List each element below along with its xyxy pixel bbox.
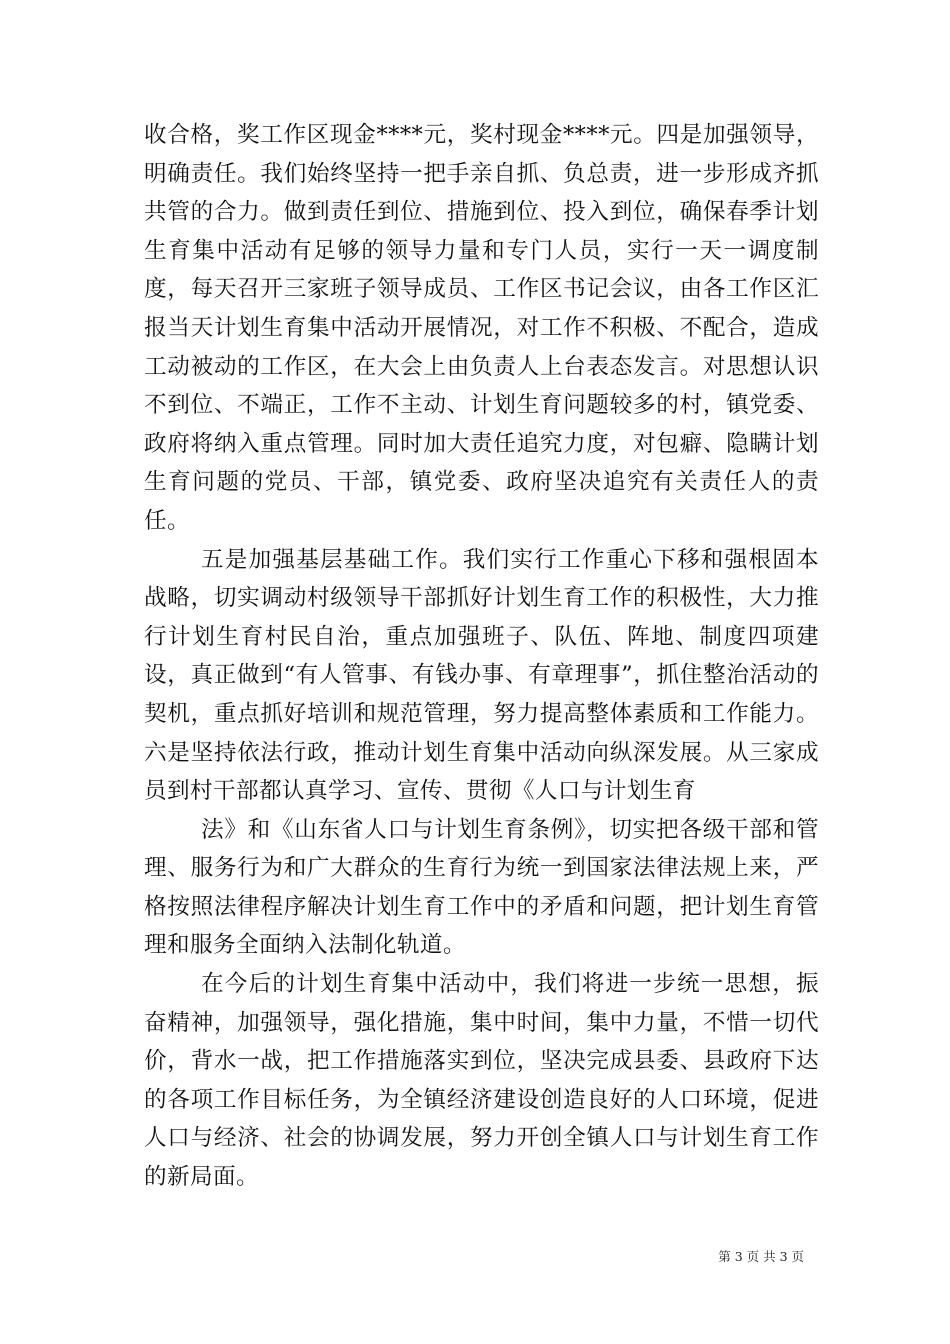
paragraph-1: 收合格，奖工作区现金****元，奖村现金****元。四是加强领导，明确责任。我们始终坚持一把手亲自抓、负总责，进一步形成齐抓共管的合力。做到责任到位、措施到位、投入到位，确保春季计划生育集中活动有足够的领导力量和专门人员，实行一天一调度制度，每天召开三家班子领导成员、工作区书记会议，由各工作区汇报当天计划生育集中活动开展情况，对工作不积极、不配合，造成工动被动的工作区，在大会上由负责人上台表态发言。对思想认识不到位、不端正，工作不主动、计划生育问题较多的村，镇党委、政府将纳入重点管理。同时加大责任追究力度，对包癖、隐瞒计划生育问题的党员、干部，镇党委、政府坚决追究有关责任人的责任。 [144, 122, 819, 534]
paragraph-3: 法》和《山东省人口与计划生育条例》，切实把各级干部和管理、服务行为和广大群众的生育行为统一到国家法律法规上来，严格按照法律程序解决计划生育工作中的矛盾和问题，把计划生育管理和服务全面纳入法制化轨道。 [144, 816, 819, 959]
document-body [144, 116, 819, 1197]
paragraph-4: 在今后的计划生育集中活动中，我们将进一步统一思想，振奋精神，加强领导，强化措施，集中时间，集中力量，不惜一切代价，背水一战，把工作措施落实到位，坚决完成县委、县政府下达的各项工作目标任务，为全镇经济建设创造良好的人口环境，促进人口与经济、社会的协调发展，努力开创全镇人口与计划生育工作的新局面。 [144, 971, 819, 1191]
page-number-footer: 第 3 页 共 3 页 [718, 1249, 804, 1264]
paragraph-2: 五是加强基层基础工作。我们实行工作重心下移和强根固本战略，切实调动村级领导干部抓好计划生育工作的积极性，大力推行计划生育村民自治，重点加强班子、队伍、阵地、制度四项建设，真正做到“有人管事、有钱办事、有章理事”，抓住整治活动的契机，重点抓好培训和规范管理，努力提高整体素质和工作能力。六是坚持依法行政，推动计划生育集中活动向纵深发展。从三家成员到村干部都认真学习、宣传、贯彻《人口与计划生育 [144, 546, 819, 805]
